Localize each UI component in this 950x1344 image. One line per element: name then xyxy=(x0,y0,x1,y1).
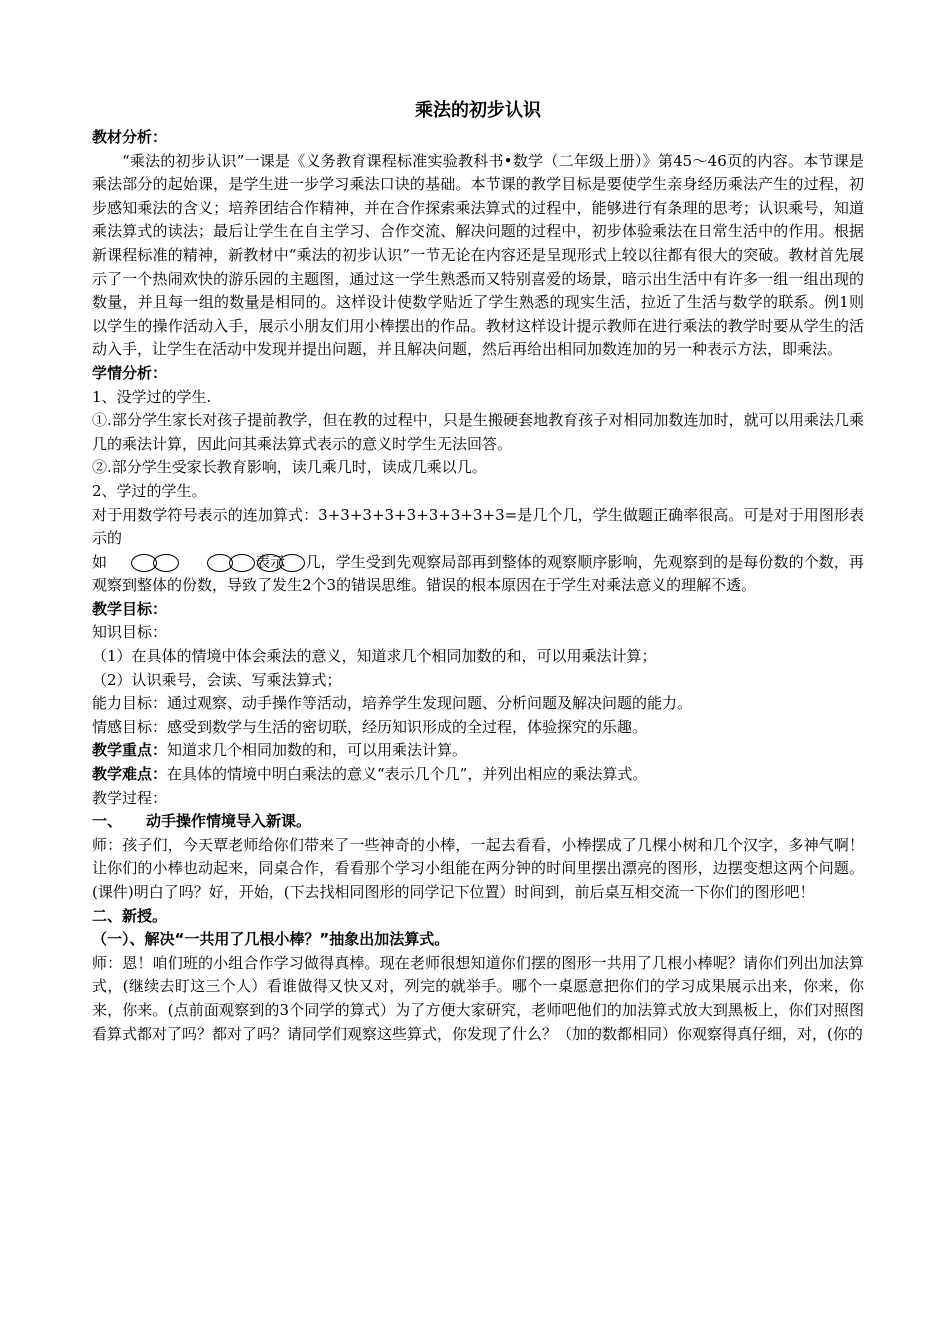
section-heading-student-analysis: 学情分析： xyxy=(92,363,168,382)
student-analysis-line: 对于用数学符号表示的连加算式：3+3+3+3+3+3+3+3+3=是几个几，学生做题正确率很高。可是对于用图形表示的 xyxy=(92,505,864,548)
part-one-paragraph: 师：孩子们，今天覃老师给你们带来了一些神奇的小棒，一起去看看，小棒摆成了几棵小树和几个汉字，多神气啊！让你们的小棒也动起来，同桌合作，看看那个学习小组能在两分钟的时间里摆出漂亮的图形，边摆变想这两个问题。(课件)明白了吗？好，开始，(下去找相同图形的同学记下位置）时间到，前后桌互相交流一下你们的图形吧！ xyxy=(92,835,864,901)
part-two-paragraph: 师：恩！咱们班的小组合作学习做得真棒。现在老师很想知道你们摆的图形一共用了几根小棒呢？请你们列出加法算式，(继续去盯这三个人）看谁做得又快又对，列完的就举手。哪个一桌愿意把你们的学习成果展示出来，你来，你来，你来。(点前面观察到的3个同学的算式）为了方便大家研究，老师吧他们的加法算式放大到黑板上，你们对照图看算式都对了吗？都对了吗？请同学们观察这些算式，你发现了什么？（加的数都相同）你观察得真仔细，对，(你的 xyxy=(92,953,864,1043)
teaching-goal-line: 能力目标：通过观察、动手操作等活动，培养学生发现问题、分析问题及解决问题的能力。 xyxy=(92,694,693,713)
figure-middle: 表示 xyxy=(255,552,286,571)
textbook-analysis-paragraph: “乘法的初步认识”一课是《义务教育课程标准实验教科书•数学（二年级上册）》第45～46页的内容。本节课是乘法部分的起始课，是学生进一步学习乘法口诀的基础。本节课的教学目标是要使学生亲身经历乘法产生的过程，初步感知乘法的含义；培养团结合作精神，并在合作探索乘法算式的过程中，能够进行有条理的思考；认识乘号，知道乘法算式的读法；最后让学生在自主学习、合作交流、解决问题的过程中，初步体验乘法在日常生活中的作用。根据新课程标准的精神，新教材中“乘法的初步认识”一节无论在内容还是呈现形式上较以往都有很大的突破。教材首先展示了一个热闹欢快的游乐园的主题图，通过这一学生熟悉而又特别喜爱的场景，暗示出生活中有许多一组一组出现的数量，并且每一组的数量是相同的。这样设计使数学贴近了学生熟悉的现实生活，拉近了生活与数学的联系。例1则以学生的操作活动入手，展示小朋友们用小棒摆出的作品。教材这样设计提示教师在进行乘法的教学时要从学生的活动入手，让学生在活动中发现并提出问题，并且解决问题，然后再给出相同加数连加的另一种表示方法，即乘法。 xyxy=(92,151,864,359)
part-two-heading: 二、新授。 xyxy=(92,906,168,925)
teaching-process-label: 教学过程： xyxy=(92,788,168,807)
oval-shape xyxy=(279,554,305,572)
part-two-subheading: （一）、解决“一共用了几根小棒？”抽象出加法算式。 xyxy=(92,930,450,949)
oval-group-2 xyxy=(207,554,255,572)
part-one-title: 动手操作情境导入新课。 xyxy=(146,812,312,831)
student-analysis-line: ②.部分学生受家长教育影响，读几乘几时，读成几乘以几。 xyxy=(92,458,487,477)
teaching-goal-line: （1）在具体的情境中体会乘法的意义，知道求几个相同加数的和，可以用乘法计算； xyxy=(92,647,657,666)
section-heading-teaching-goals: 教学目标： xyxy=(92,599,168,618)
document-page xyxy=(92,96,864,1046)
student-analysis-line: ①.部分学生家长对孩子提前教学，但在教的过程中，只是生搬硬套地教育孩子对相同加数连加时，就可以用乘法几乘几的乘法计算，因此问其乘法算式表示的意义时学生无法回答。 xyxy=(92,411,864,453)
teaching-key-point xyxy=(92,739,864,763)
document-title: 乘法的初步认识 xyxy=(415,100,541,121)
student-analysis-line: 2、学过的学生。 xyxy=(92,481,207,500)
oval-shape xyxy=(153,554,179,572)
part-one-heading xyxy=(92,810,864,834)
teaching-goal-line: 情感目标：感受到数学与生活的密切联，经历知识形成的全过程，体验探究的乐趣。 xyxy=(92,717,648,736)
difficulty-text: 在具体的情境中明白乘法的意义“表示几个几”，并列出相应的乘法算式。 xyxy=(167,765,648,784)
key-point-text: 知道求几个相同加数的和，可以用乘法计算。 xyxy=(167,741,468,760)
teaching-goal-line: （2）认识乘号，会读、写乘法算式； xyxy=(92,670,342,689)
student-analysis-figure-line xyxy=(92,551,864,598)
oval-group-1 xyxy=(131,554,179,572)
teaching-difficulty xyxy=(92,763,864,787)
figure-rest: 几，学生受到先观察局部再到整体的观察顺序影响，先观察到的是每份数的个数，再观察到整体的份数，导致了发生2个3的错误思维。错误的根本原因在于学生对乘法意义的理解不透。 xyxy=(92,552,864,595)
part-one-number: 一、 xyxy=(92,812,123,831)
oval-shape xyxy=(229,554,255,572)
difficulty-label: 教学难点： xyxy=(92,765,168,784)
teaching-goal-line: 知识目标： xyxy=(92,623,168,642)
oval-group-3 xyxy=(257,554,305,572)
student-analysis-line: 1、没学过的学生. xyxy=(92,387,212,406)
section-heading-textbook-analysis: 教材分析： xyxy=(92,128,168,146)
figure-prefix: 如 xyxy=(92,552,108,571)
key-point-label: 教学重点： xyxy=(92,741,168,760)
